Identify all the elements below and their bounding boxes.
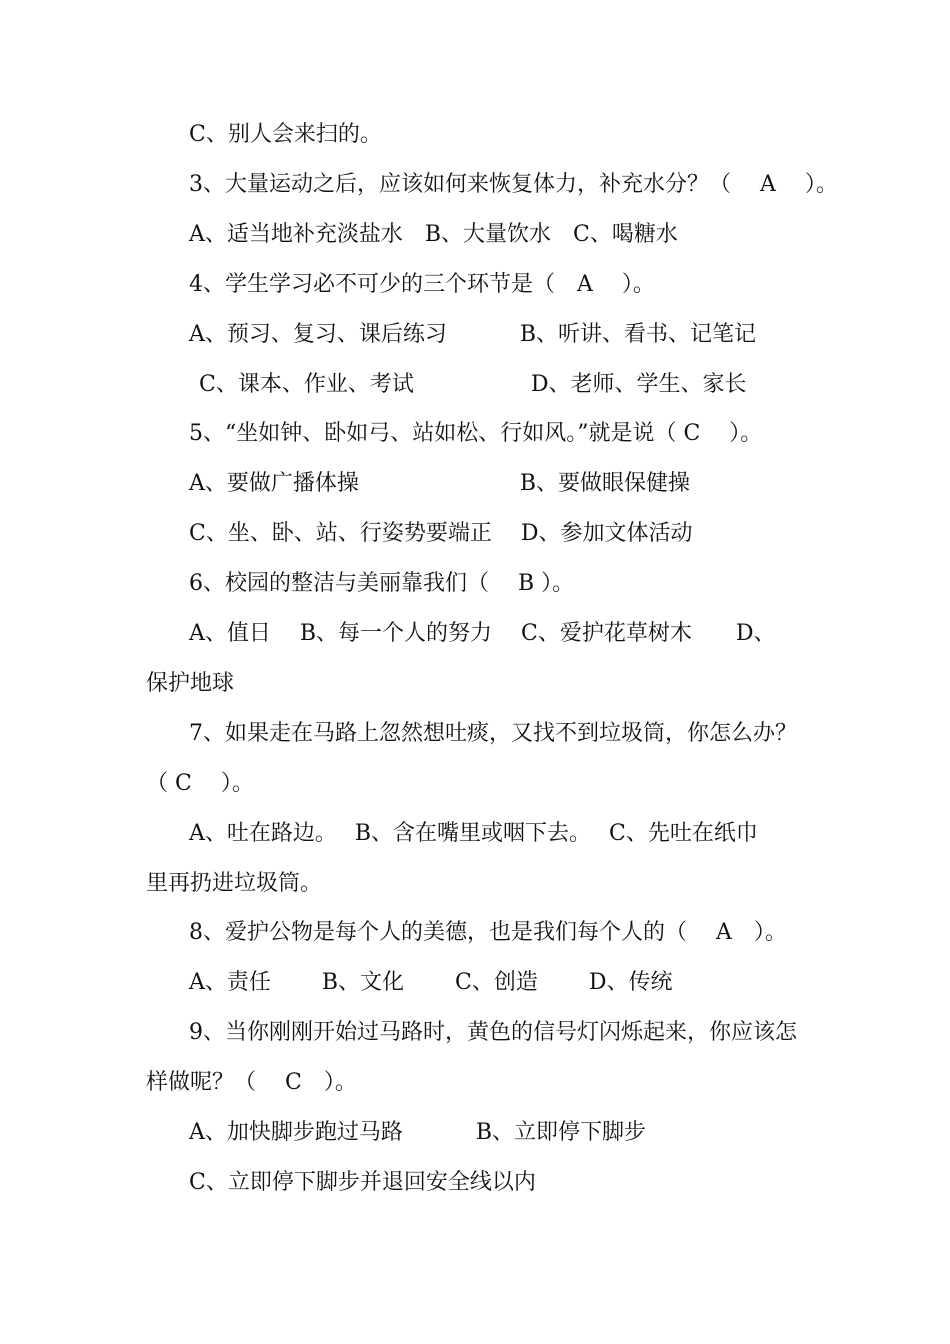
question-3: 3、大量运动之后，应该如何来恢复体力，补充水分？（ A ）。	[189, 172, 838, 197]
answer-option-line: A、要做广播体操 B、要做眼保健操	[189, 471, 691, 496]
answer-option-line: A、值日 B、每一个人的努力 C、爱护花草树木 D、	[189, 621, 776, 646]
answer-option-line: 保护地球	[146, 671, 235, 696]
answer-option-line: A、加快脚步跑过马路 B、立即停下脚步	[189, 1120, 647, 1145]
answer-option-line: A、责任 B、文化 C、创造 D、传统	[189, 970, 673, 995]
answer-option-line: A、吐在路边。 B、含在嘴里或咽下去。 C、先吐在纸巾	[189, 821, 758, 846]
answer-option-line: A、适当地补充淡盐水 B、大量饮水 C、喝糖水	[189, 222, 678, 247]
answer-option-line: C、立即停下脚步并退回安全线以内	[189, 1170, 536, 1195]
answer-option-line: C、别人会来扫的。	[189, 122, 382, 147]
question-9-answer: 样做呢？（ C ）。	[146, 1070, 357, 1095]
question-7-answer: （ C ）。	[146, 771, 254, 796]
question-8: 8、爱护公物是每个人的美德，也是我们每个人的（ A ）。	[189, 920, 787, 945]
question-6: 6、校园的整洁与美丽靠我们（ B ）。	[189, 571, 575, 596]
answer-option-line: C、坐、卧、站、行姿势要端正 D、参加文体活动	[189, 521, 693, 546]
question-7: 7、如果走在马路上忽然想吐痰，又找不到垃圾筒，你怎么办？	[189, 721, 797, 746]
answer-option-line: C、课本、作业、考试 D、老师、学生、家长	[199, 372, 747, 397]
question-9: 9、当你刚刚开始过马路时，黄色的信号灯闪烁起来，你应该怎	[189, 1020, 797, 1045]
question-4: 4、学生学习必不可少的三个环节是（ A ）。	[189, 272, 655, 297]
answer-option-line: A、预习、复习、课后练习 B、听讲、看书、记笔记	[189, 322, 757, 347]
question-5: 5、“坐如钟、卧如弓、站如松、行如风。”就是说（ C ）。	[189, 421, 763, 446]
answer-option-line: 里再扔进垃圾筒。	[146, 871, 323, 896]
